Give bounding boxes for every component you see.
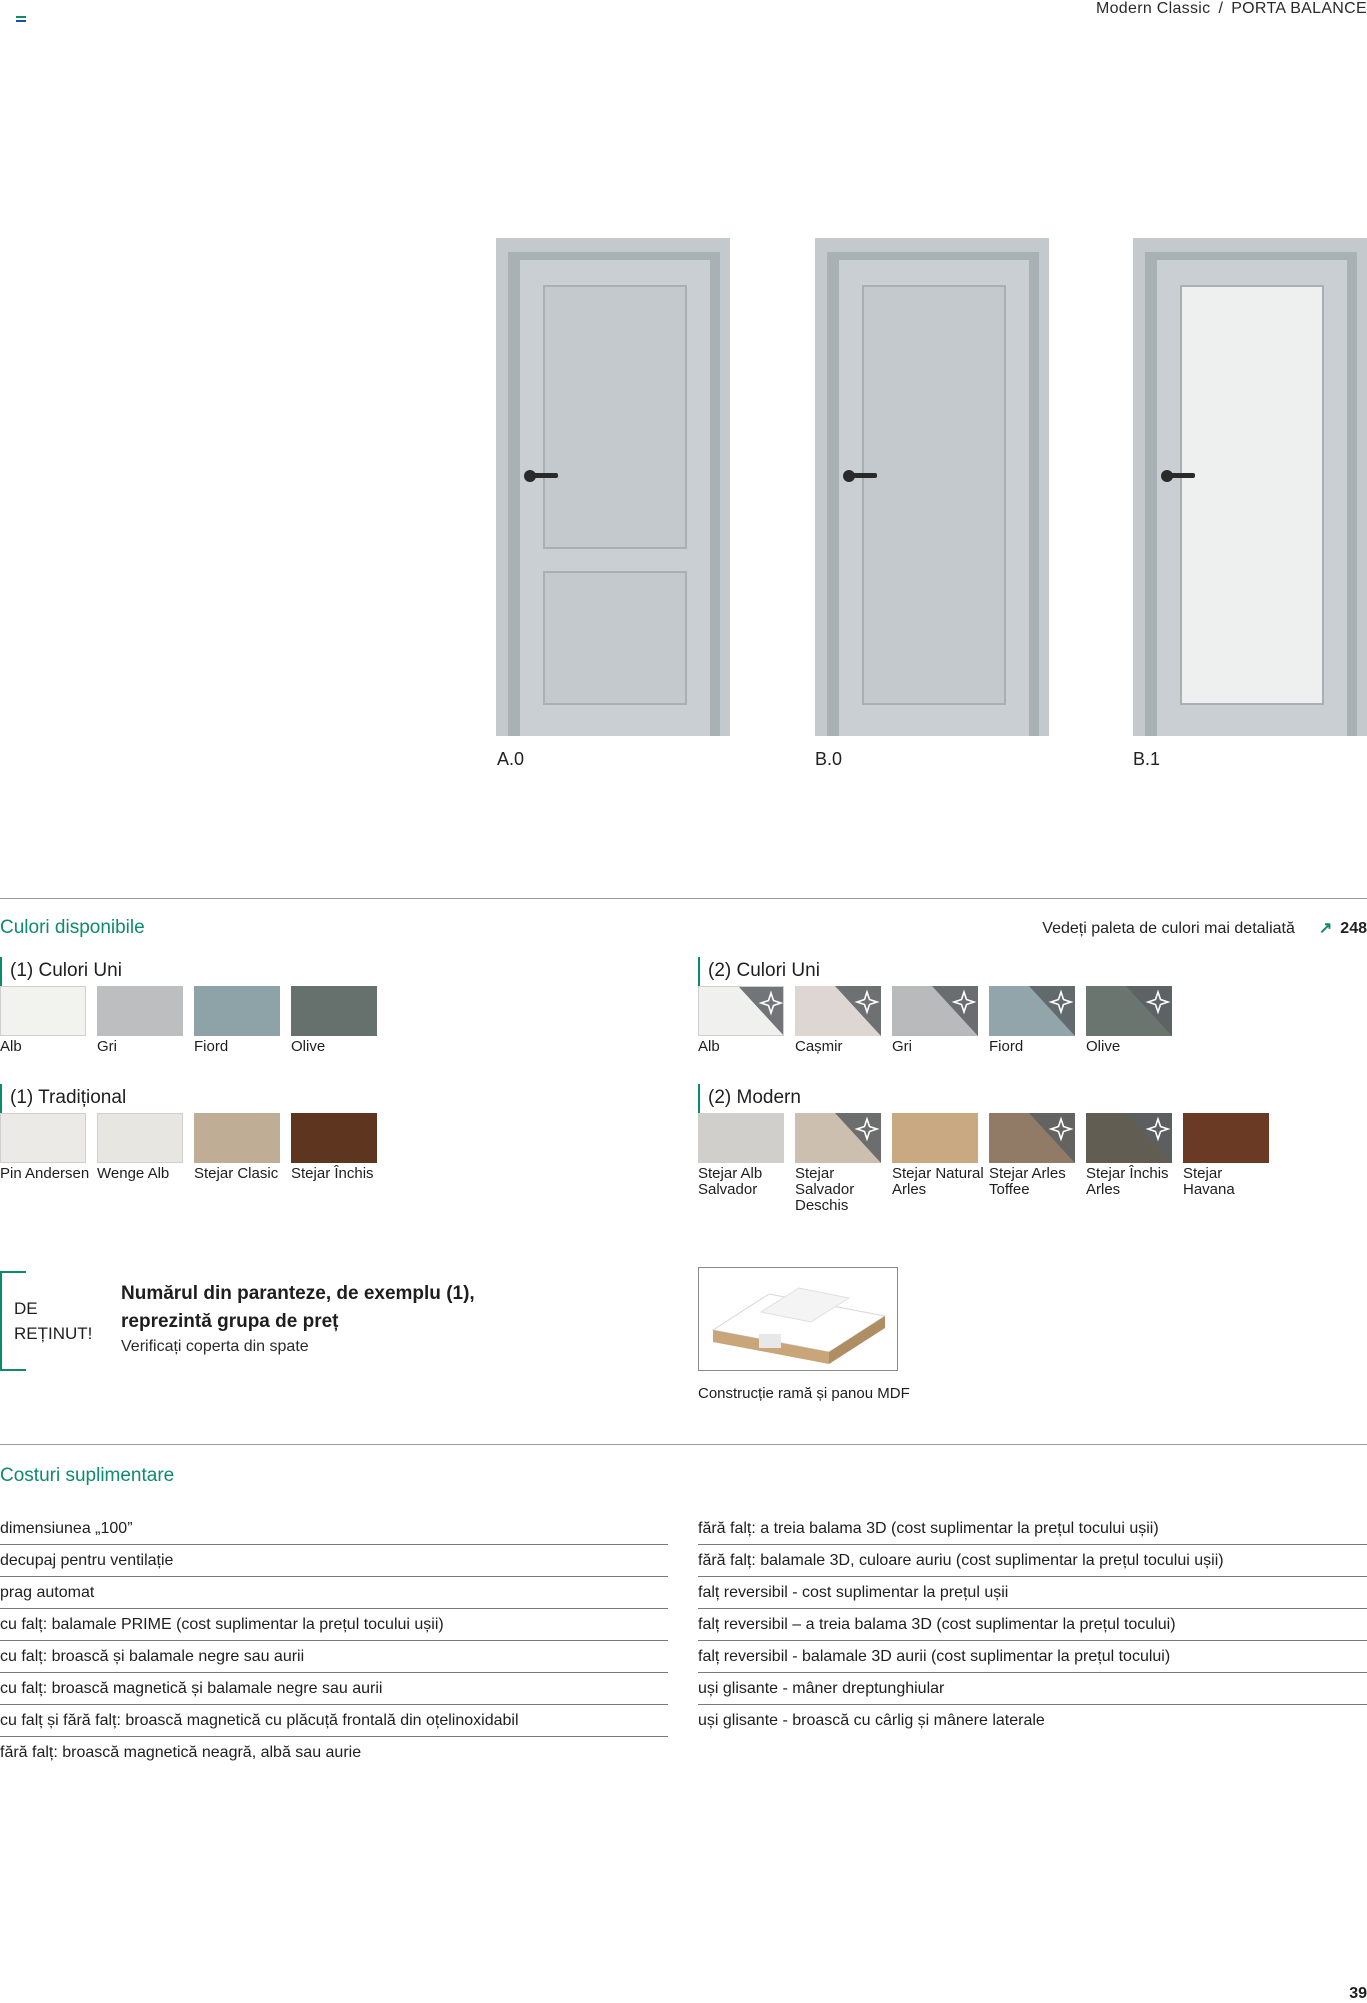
color-swatch-fiord[interactable]	[989, 986, 1075, 1036]
door-label-a0: A.0	[497, 749, 525, 769]
door-image-b0	[815, 238, 1049, 736]
cost-item: cu falț și fără falț: broască magnetică cu plăcuță frontală din oțelinoxidabil	[0, 1705, 668, 1737]
color-swatch-pin-andersen[interactable]	[0, 1113, 86, 1163]
color-swatch-label: Fiord	[194, 1038, 229, 1055]
cost-item: prag automat	[0, 1577, 668, 1609]
door-label-b1: B.1	[1133, 749, 1161, 769]
color-swatch-label: Stejar Închis Arles	[1086, 1165, 1169, 1198]
color-swatch-label: Stejar Arles Toffee	[989, 1165, 1066, 1198]
sparkle-icon	[892, 986, 978, 1036]
color-swatch-label: Stejar Alb Salvador	[698, 1165, 763, 1198]
cost-item: cu falț: broască magnetică și balamale negre sau aurii	[0, 1673, 668, 1705]
door-image-b1	[1133, 238, 1367, 736]
color-swatch-alb[interactable]	[698, 986, 784, 1036]
note-tag	[14, 1296, 92, 1346]
cost-item: falț reversibil – a treia balama 3D (cost suplimentar la prețul tocului)	[698, 1609, 1367, 1641]
cost-item: decupaj pentru ventilație	[0, 1545, 668, 1577]
cost-item: fără falț: broască magnetică neagră, albă sau aurie	[0, 1744, 362, 1761]
sparkle-icon	[989, 1113, 1075, 1163]
breadcrumb-product[interactable]: PORTA BALANCE	[1231, 0, 1367, 17]
costs-list-right	[698, 1513, 1367, 1736]
cost-item: cu falț: balamale PRIME (cost suplimentar la prețul tocului ușii)	[0, 1609, 668, 1641]
color-group-title: (2) Modern	[708, 1087, 801, 1108]
breadcrumb-separator: /	[1218, 0, 1224, 17]
color-swatch-label: Stejar Havana	[1183, 1165, 1235, 1198]
palette-link[interactable]	[1042, 918, 1367, 938]
color-swatch-stejar-natural-arles[interactable]	[892, 1113, 978, 1163]
color-swatch-label: Gri	[892, 1038, 912, 1055]
color-swatch-gri[interactable]	[892, 986, 978, 1036]
color-swatch-alb[interactable]	[0, 986, 86, 1036]
door-label-b0: B.0	[815, 749, 843, 769]
costs-section-title: Costuri suplimentare	[0, 1465, 175, 1486]
color-swatch-stejar-clasic[interactable]	[194, 1113, 280, 1163]
note-tag-line1: DE	[14, 1299, 38, 1318]
color-swatch-olive[interactable]	[1086, 986, 1172, 1036]
sparkle-icon	[699, 987, 784, 1036]
color-swatch-olive[interactable]	[291, 986, 377, 1036]
sparkle-icon	[795, 986, 881, 1036]
sparkle-icon	[989, 986, 1075, 1036]
note-tag-line2: REȚINUT!	[14, 1324, 93, 1343]
color-swatch-label: Stejar Închis	[291, 1165, 374, 1182]
cost-item: dimensiunea „100”	[0, 1513, 668, 1545]
cost-item: falț reversibil - balamale 3D aurii (cost suplimentar la prețul tocului)	[698, 1641, 1367, 1673]
color-swatch-label: Alb	[0, 1038, 22, 1055]
color-swatch-stejar-salvador-deschis[interactable]	[795, 1113, 881, 1163]
color-swatch-label: Alb	[698, 1038, 720, 1055]
mdf-caption: Construcție ramă și panou MDF	[698, 1385, 910, 1402]
sparkle-icon	[1086, 986, 1172, 1036]
section-divider	[0, 1444, 1367, 1445]
door-image-a0	[496, 238, 730, 736]
color-swatch-label: Fiord	[989, 1038, 1024, 1055]
section-divider	[0, 898, 1367, 899]
arrow-up-right-icon: ↗	[1318, 920, 1333, 937]
color-swatch-gri[interactable]	[97, 986, 183, 1036]
color-swatch-stejar-arles-toffee[interactable]	[989, 1113, 1075, 1163]
palette-link-text[interactable]: Vedeți paleta de culori mai detaliată	[1042, 920, 1295, 937]
color-swatch-label: Cașmir	[795, 1038, 843, 1055]
color-swatch-wenge-alb[interactable]	[97, 1113, 183, 1163]
color-swatch-fiord[interactable]	[194, 986, 280, 1036]
color-group-title: (1) Tradițional	[10, 1087, 127, 1108]
color-swatch-label: Pin Andersen	[0, 1165, 90, 1182]
cost-item: fără falț: a treia balama 3D (cost suplimentar la prețul tocului ușii)	[698, 1513, 1367, 1545]
color-swatch-casmir[interactable]	[795, 986, 881, 1036]
breadcrumb-collection[interactable]: Modern Classic	[1095, 0, 1211, 17]
color-swatch-stejar-inchis[interactable]	[291, 1113, 377, 1163]
brand-logo-icon	[16, 16, 26, 24]
cost-item: cu falț: broască și balamale negre sau aurii	[0, 1641, 668, 1673]
color-swatch-label: Gri	[97, 1038, 117, 1055]
colors-section-title: Culori disponibile	[0, 917, 145, 938]
color-swatch-label: Stejar Clasic	[194, 1165, 279, 1182]
color-swatch-stejar-inchis-arles[interactable]	[1086, 1113, 1172, 1163]
note-subtext: Verificați coperta din spate	[121, 1338, 309, 1355]
cost-item: falț reversibil - cost suplimentar la prețul ușii	[698, 1577, 1367, 1609]
cost-item: uși glisante - broască cu cârlig și mânere laterale	[698, 1712, 1045, 1729]
color-swatch-stejar-havana[interactable]	[1183, 1113, 1269, 1163]
cost-item: uși glisante - mâner dreptunghiular	[698, 1673, 1367, 1705]
sparkle-icon	[1086, 1113, 1172, 1163]
color-swatch-label: Wenge Alb	[97, 1165, 170, 1182]
page-number: 39	[1349, 1985, 1367, 2002]
color-swatch-label: Olive	[1086, 1038, 1121, 1055]
sparkle-icon	[795, 1113, 881, 1163]
cost-item: fără falț: balamale 3D, culoare auriu (cost suplimentar la prețul tocului ușii)	[698, 1545, 1367, 1577]
breadcrumb	[1096, 0, 1367, 18]
color-swatch-label: Stejar Salvador Deschis	[795, 1165, 855, 1214]
note-headline: Numărul din paranteze, de exemplu (1), reprezintă grupa de preț	[121, 1283, 475, 1332]
color-group-title: (2) Culori Uni	[708, 960, 820, 981]
color-swatch-label: Olive	[291, 1038, 326, 1055]
mdf-construction-image	[698, 1267, 898, 1371]
color-swatch-stejar-alb-salvador[interactable]	[698, 1113, 784, 1163]
palette-page-number: 248	[1340, 920, 1367, 937]
color-group-title: (1) Culori Uni	[10, 960, 122, 981]
costs-list-left	[0, 1513, 668, 1768]
color-swatch-label: Stejar Natural Arles	[892, 1165, 984, 1198]
